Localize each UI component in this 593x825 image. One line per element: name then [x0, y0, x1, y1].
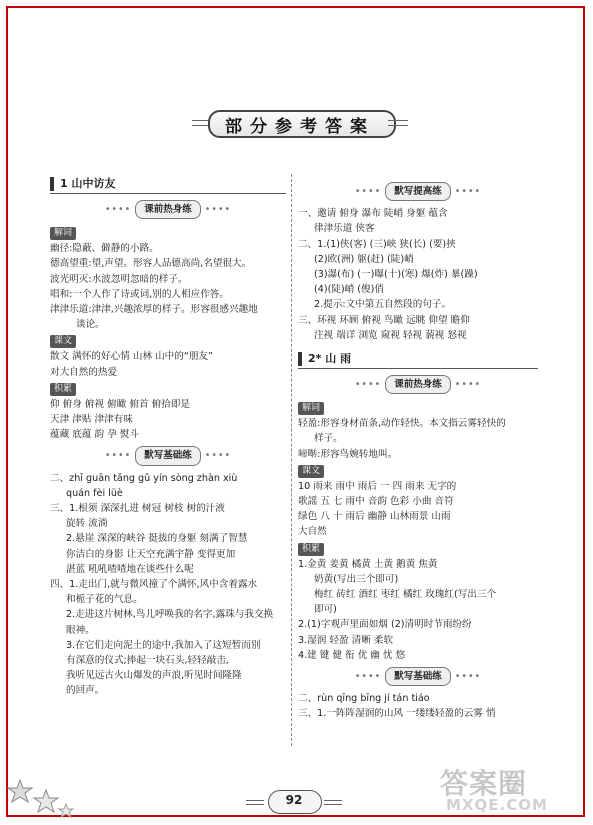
lesson-heading [298, 349, 538, 369]
answer-line: 4.建 键 健 衔 优 幽 忧 悠 [298, 649, 406, 661]
pinyin-line: 二、zhī guān tǎng gǔ yín sòng zhàn xiù [50, 472, 238, 484]
tag-label: 积累 [50, 383, 76, 396]
answer-line: 旋转 流淌 [66, 518, 108, 530]
section-heading: •••• 课前热身练 •••• [50, 200, 286, 219]
page-number-badge [244, 790, 344, 814]
answer-line: 即可) [314, 604, 337, 616]
answer-line: 幽径:隐蔽、僻静的小路。 [50, 243, 159, 255]
right-column [298, 174, 538, 722]
answer-line: 10 雨来 雨中 雨后 一 四 雨来 无字的 [298, 480, 457, 492]
answer-line: 注视 端详 浏览 窥视 轻视 藐视 怒视 [314, 329, 467, 341]
answer-line: 唱和:一个人作了诗或词,别的人相应作答。 [50, 288, 229, 300]
answer-line: 谈论。 [76, 319, 105, 331]
answer-line: 3.湿润 轻盈 清晰 柔软 [298, 634, 394, 646]
section-title: 默写基础练 [385, 667, 451, 686]
answer-line: 歌謡 五 七 雨中 音韵 色彩 小曲 音符 [298, 496, 454, 508]
answer-line: 梅红 砖红 酒红 枣红 橘红 玫瑰红(写出三个 [314, 589, 497, 601]
page-title-banner [198, 104, 402, 140]
answer-line: 啼啭:形容鸟婉转地叫。 [298, 448, 398, 460]
left-column [50, 174, 286, 699]
page-title: 部分参考答案 [225, 117, 375, 137]
lesson-heading [50, 174, 286, 194]
section-heading: •••• 默写提高练 •••• [298, 182, 538, 201]
answer-line: 波光明灭:水波忽明忽暗的样子。 [50, 273, 188, 285]
star-decoration-icon [6, 760, 76, 818]
page-number-wing-left [246, 800, 264, 805]
answer-line: 津津乐道:津津,兴趣浓厚的样子。形容很感兴趣地 [50, 304, 258, 316]
tag-label: 积累 [298, 543, 324, 556]
page-number-wing-right [324, 800, 342, 805]
answer-line: 仰 俯身 俯视 俯瞰 俯首 俯拾即是 [50, 398, 190, 410]
answer-line: 的回声。 [66, 685, 105, 697]
answer-line: 四、1.走出门,就与微风撞了个满怀,风中含着露水 [50, 579, 258, 591]
answer-line: 三、1.根须 深深扎进 树冠 树枝 树的汁液 [50, 503, 225, 515]
lesson-title: 2* 山 雨 [308, 351, 352, 365]
answer-line: 对大自然的热爱 [50, 366, 118, 378]
column-divider [291, 174, 292, 746]
section-title: 课前热身练 [135, 200, 201, 219]
section-title: 默写基础练 [135, 446, 201, 465]
section-heading: •••• 默写基础练 •••• [298, 667, 538, 686]
answer-line: 天津 津贴 津津有味 [50, 414, 133, 426]
title-decoration-right [388, 120, 408, 126]
answer-line: 湛蓝 吼吼喳喳地在谈些什么呢 [66, 563, 194, 575]
answer-line: 三、1.一阵阵湿润的山风 一缕缕轻盈的云雾 悄 [298, 708, 496, 720]
watermark-main: 答案圈 [440, 767, 528, 800]
tag-label: 课文 [298, 465, 324, 478]
watermark-url: MXQE.COM [446, 796, 548, 814]
tag-label: 解词 [298, 402, 324, 415]
pinyin-line: 二、rùn qīng bīng jí tán tiáo [298, 693, 430, 705]
section-title: 默写提高练 [385, 182, 451, 201]
answer-line: 绿色 八 十 雨后 幽静 山林雨景 山雨 [298, 511, 451, 523]
answer-line: 2.(1)字观声里面如烟 (2)清明时节雨纷纷 [298, 619, 472, 631]
lesson-title: 1 山中访友 [60, 176, 116, 190]
answer-line: 大自然 [298, 526, 327, 538]
answer-line: 眼神。 [66, 624, 95, 636]
answer-line: 2.悬崖 深深的峡谷 挺拔的身躯 刻满了智慧 [66, 533, 248, 545]
answer-line: (3)瀑(布) (一)曝(十)(寒) 爆(炸) 暴(躁) [314, 269, 478, 281]
answer-line: 3.在它们走向泥土的途中,我加入了这短暂而别 [66, 639, 261, 651]
answer-line: 奶黄(写出三个即可) [314, 573, 399, 585]
answer-line: 样子。 [314, 433, 343, 445]
section-title: 课前热身练 [385, 375, 451, 394]
lesson-heading-bar [50, 177, 54, 191]
watermark [440, 762, 585, 817]
lesson-heading-bar [298, 352, 302, 366]
answer-line: 三、环视 环顾 俯视 鸟瞰 远眺 仰望 瞻仰 [298, 314, 470, 326]
answer-line: 轻盈:形容身材苗条,动作轻快。本文指云雾轻快的 [298, 418, 506, 430]
answer-line: 律津乐道 侠客 [314, 223, 375, 235]
answer-line: (2)欧(洲) 躯(赶) (陡)峭 [314, 253, 414, 265]
answer-line: 二、1.(1)侠(客) (三)峡 狭(长) (要)挟 [298, 238, 456, 250]
answer-line: 一、邀请 俯身 瀑布 陡峭 身躯 蕴含 [298, 208, 448, 220]
answer-line: 2.走进这片树林,鸟儿呼唤我的名字,露珠与我交换 [66, 609, 274, 621]
answer-line: 我听见远古火山爆发的声浪,听见时间隆隆 [66, 670, 242, 682]
answer-line: (4)(陡)峭 (俊)俏 [314, 284, 384, 296]
section-heading: •••• 课前热身练 •••• [298, 375, 538, 394]
page-number: 92 [285, 793, 303, 807]
answer-line: 1.金黄 姜黄 橘黄 土黄 鹅黄 焦黄 [298, 558, 438, 570]
answer-line: 散文 满怀的好心情 山林 山中的“朋友” [50, 351, 213, 363]
answer-line: 和栀子花的气息。 [66, 594, 143, 606]
section-heading: •••• 默写基础练 •••• [50, 446, 286, 465]
tag-label: 课文 [50, 335, 76, 348]
answer-line: 德高望重:望,声望。形容人品德高尚,名望很大。 [50, 258, 252, 270]
answer-line: 蕴藏 底蕴 韵 孕 熨斗 [50, 429, 139, 441]
answer-line: 2.提示:文中第五自然段的句子。 [314, 299, 452, 311]
answer-line: 有深意的仪式;捧起一块石头,轻轻敲击, [66, 655, 229, 667]
answer-line: 你洁白的身影 让天空充满宇静 变得更加 [66, 548, 236, 560]
pinyin-line: quán fèi lüè [66, 487, 123, 499]
tag-label: 解词 [50, 227, 76, 240]
